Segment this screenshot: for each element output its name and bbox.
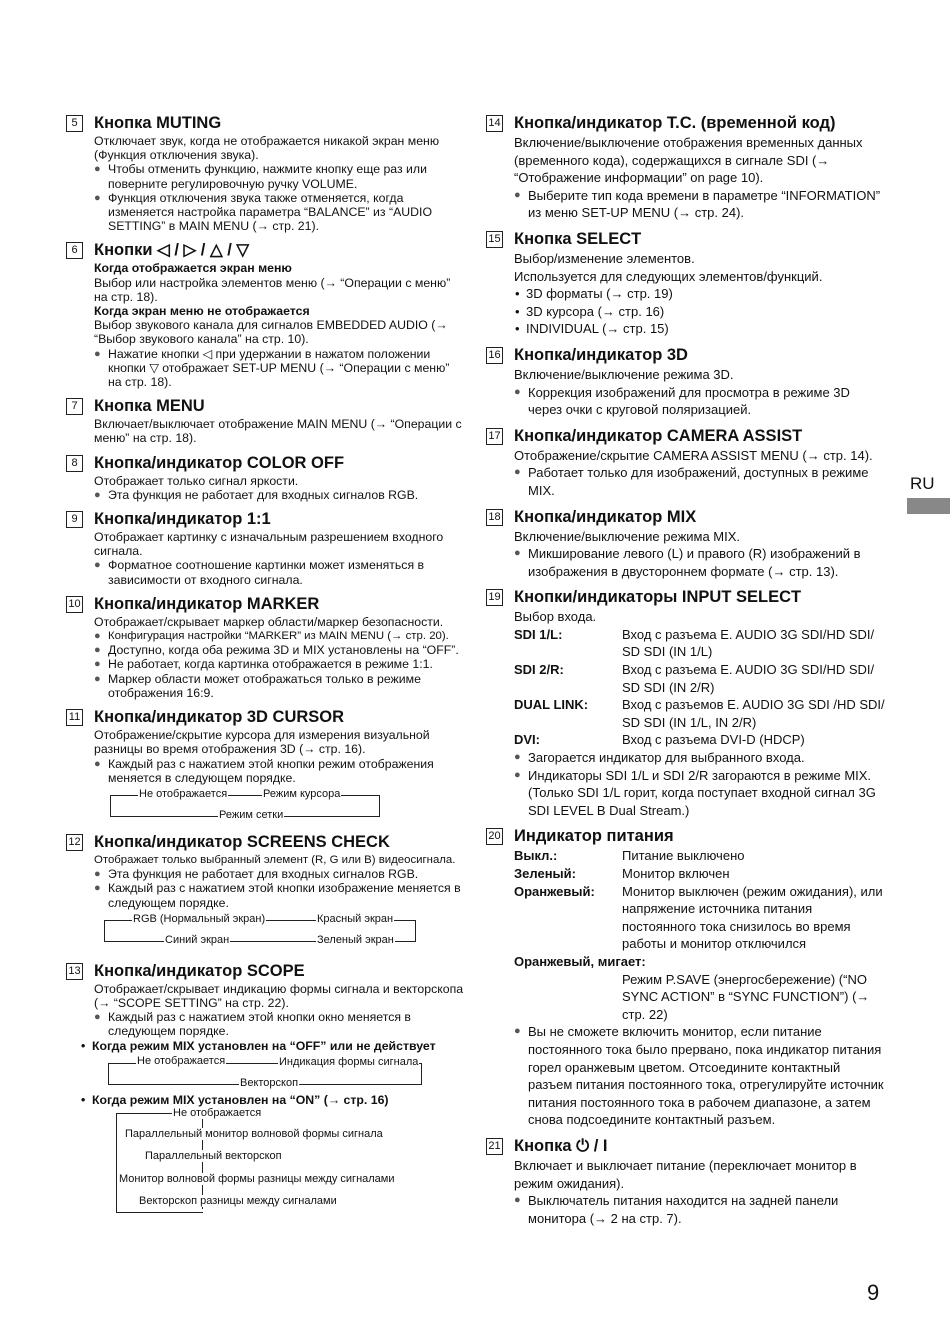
paragraph: Отображает только сигнал яркости.	[94, 473, 299, 488]
section-number: 13	[66, 963, 83, 980]
paragraph: Отображает картинку с изначальным разрешением входного сигнала.	[94, 530, 444, 559]
section-title: Кнопка/индикатор SCOPE	[94, 961, 305, 980]
paragraph: Включение/выключение режима MIX.	[514, 528, 741, 544]
paragraph: Отображает/скрывает маркер области/маркер безопасности.	[94, 614, 444, 629]
bullet: ● Каждый раз с нажатием этой кнопки изображение меняется в следующем порядке.	[94, 881, 466, 909]
list-item: • 3D курсора (→ стр. 16)	[514, 303, 886, 321]
bullet: ● Доступно, когда оба режима 3D и MIX установлены на “OFF”.	[94, 643, 466, 657]
description: Монитор включен	[622, 866, 730, 881]
section-number: 5	[66, 115, 83, 132]
paragraph: Используется для следующих элементов/функций.	[514, 268, 823, 284]
description: Вход с разъема E. AUDIO 3G SDI/HD SDI/ SD SDI (IN 2/R)	[622, 662, 875, 695]
bullet: ● Форматное соотношение картинки может изменяться в зависимости от входного сигнала.	[94, 558, 466, 586]
subheading: Когда отображается экран меню	[94, 261, 292, 276]
section-number: 17	[486, 428, 503, 445]
cycle-diagram	[94, 910, 466, 954]
paragraph: Отображает/скрывает индикацию формы сигнала и векторскопа (→ “SCOPE SETTING” на стр. 22).	[94, 981, 464, 1010]
section-17	[486, 425, 886, 500]
subheading: Когда экран меню не отображается	[94, 304, 310, 319]
section-21	[486, 1135, 886, 1227]
bullet: ● Не работает, когда картинка отображается в режиме 1:1.	[94, 657, 466, 671]
language-tab-label: RU	[910, 474, 935, 493]
list-item: • 3D форматы (→ стр. 19)	[514, 285, 886, 303]
section-11	[66, 706, 466, 825]
bullet: ● Конфигурация настройки “MARKER” из MAIN MENU (→ стр. 20).	[94, 629, 466, 643]
section-19	[486, 586, 886, 819]
diagram-label: Режим сетки	[219, 808, 284, 821]
paragraph: Выбор или настройка элементов меню (→ “Операции с меню” на стр. 18).	[94, 275, 451, 304]
bullet: ● Индикаторы SDI 1/L и SDI 2/R загораются в режиме MIX. (Только SDI 1/L горит, когда поступает входной сигнал 3G SDI LEVEL B Dual Stream.)	[514, 767, 886, 820]
bullet: ● Вы не сможете включить монитор, если питание постоянного тока было прервано, пока индикатор питания горел оранжевым цветом. Отсоедините контактный разъем питания постоянного тока, отрегулируйте источник питания постоянного тока в рабочем диапазоне, а затем снова подсоедините контактный разъем.	[514, 1023, 886, 1129]
diagram-label: Не отображается	[139, 787, 228, 800]
bullet: ● Микширование левого (L) и правого (R) изображений в изображения в двустороннем формате (→ стр. 13).	[514, 545, 886, 580]
description: Режим P.SAVE (энергосбережение) (“NO SYNC ACTION” в “SYNC FUNCTION”) (→ стр. 22)	[622, 971, 870, 1022]
description: Вход с разъема DVI-D (HDCP)	[622, 732, 805, 748]
section-title: Индикатор питания	[514, 827, 674, 846]
cycle-diagram	[94, 1053, 466, 1093]
section-title: Кнопка/индикатор CAMERA ASSIST	[514, 426, 803, 445]
diagram-label: Режим курсора	[263, 787, 341, 800]
diagram-label: Синий экран	[165, 933, 230, 946]
description: Вход с разъемов E. AUDIO 3G SDI /HD SDI/ SD SDI (IN 1/L, IN 2/R)	[622, 697, 885, 730]
cycle-diagram	[94, 785, 466, 825]
description: Монитор выключен (режим ожидания), или напряжение источника питания постоянного тока снизилось во время работы и монитор отключился	[622, 883, 883, 952]
list-item: • INDIVIDUAL (→ стр. 15)	[514, 320, 886, 338]
definition-row	[514, 731, 886, 749]
section-title: Кнопка/индикатор 3D	[514, 345, 688, 364]
term: DVI:	[514, 732, 540, 748]
bullet: ● Загорается индикатор для выбранного входа.	[514, 749, 886, 767]
section-title: Кнопки ◁ / ▷ / △ / ▽	[94, 241, 250, 260]
section-6	[66, 239, 466, 389]
section-title: Кнопка/индикатор 1:1	[94, 510, 271, 529]
definition-row	[514, 847, 886, 865]
bullet: ● Эта функция не работает для входных сигналов RGB.	[94, 488, 466, 502]
description: Вход с разъема E. AUDIO 3G SDI/HD SDI/ SD SDI (IN 1/L)	[622, 626, 875, 660]
paragraph: Отображение/скрытие курсора для измерения визуальной разницы во время отображения 3D (→ стр. 16).	[94, 728, 430, 757]
diagram-label: Векторскоп разницы между сигналами	[139, 1194, 337, 1207]
paragraph: Отключает звук, когда не отображается никакой экран меню (Функция отключения звука).	[94, 134, 440, 163]
bullet: ● Каждый раз с нажатием этой кнопки окно меняется в следующем порядке.	[94, 1010, 466, 1038]
section-number: 12	[66, 834, 83, 851]
definition-row	[514, 696, 886, 731]
definition-row	[514, 865, 886, 883]
diagram-label: Красный экран	[317, 912, 394, 925]
diagram-label: Монитор волновой формы разницы между сигналами	[119, 1172, 395, 1185]
section-title: Кнопка ⏻ / I	[514, 1136, 608, 1155]
section-title: Кнопка MUTING	[94, 114, 222, 132]
section-8	[66, 452, 466, 502]
subheading: • Когда режим MIX установлен на “ON” (→ стр. 16)	[80, 1093, 466, 1107]
diagram-label: Параллельный монитор волновой формы сигнала	[125, 1127, 383, 1140]
definition-row	[514, 883, 886, 953]
description: Питание выключено	[622, 848, 745, 864]
diagram-label: Параллельный векторскоп	[145, 1149, 282, 1162]
section-15	[486, 228, 886, 338]
section-16	[486, 344, 886, 419]
section-12	[66, 831, 466, 954]
section-number: 21	[486, 1138, 503, 1155]
bullet: ● Каждый раз с нажатием этой кнопки режим отображения меняется в следующем порядке.	[94, 757, 466, 785]
section-10	[66, 593, 466, 700]
paragraph: Отображает только выбранный элемент (R, G или B) видеосигнала.	[94, 853, 456, 866]
section-number: 8	[66, 455, 83, 472]
term: Зеленый:	[514, 866, 576, 881]
right-column	[486, 112, 886, 1233]
section-title: Кнопка SELECT	[514, 229, 642, 248]
section-number: 10	[66, 596, 83, 613]
section-title: Кнопка/индикатор SCREENS CHECK	[94, 832, 390, 851]
section-number: 20	[486, 828, 503, 845]
diagram-label: Не отображается	[173, 1106, 262, 1119]
section-5	[66, 112, 466, 233]
section-14	[486, 112, 886, 222]
diagram-label: Не отображается	[137, 1054, 226, 1067]
section-number: 18	[486, 509, 503, 526]
section-title: Кнопка/индикатор T.C. (временной код)	[514, 114, 836, 132]
page-number: 9	[867, 1280, 880, 1305]
diagram-label: RGB (Нормальный экран)	[133, 912, 266, 925]
section-number: 16	[486, 347, 503, 364]
term: SDI 2/R:	[514, 662, 564, 678]
paragraph: Отображение/скрытие CAMERA ASSIST MENU (→ стр. 14).	[514, 447, 873, 463]
bullet: ● Маркер области может отображаться только в режиме отображения 16:9.	[94, 672, 466, 700]
section-13	[66, 960, 466, 1219]
cycle-diagram	[94, 1107, 466, 1219]
section-7	[66, 395, 466, 445]
section-9	[66, 508, 466, 587]
bullet: ● Чтобы отменить функцию, нажмите кнопку еще раз или поверните регулировочную ручку VOLUME.	[94, 162, 466, 190]
section-number: 15	[486, 231, 503, 248]
section-title: Кнопка/индикатор MIX	[514, 507, 697, 526]
bullet: ● Эта функция не работает для входных сигналов RGB.	[94, 867, 466, 881]
definition-row	[514, 626, 886, 661]
term: DUAL LINK:	[514, 697, 589, 713]
section-number: 6	[66, 242, 83, 259]
paragraph: Выбор звукового канала для сигналов EMBEDDED AUDIO (→ “Выбор звукового канала” на стр. 10).	[94, 318, 448, 347]
diagram-label: Зеленый экран	[317, 933, 394, 946]
language-tab-bar	[907, 498, 950, 514]
subheading: • Когда режим MIX установлен на “OFF” или не действует	[80, 1039, 466, 1053]
term: SDI 1/L:	[514, 626, 563, 642]
section-title: Кнопка/индикатор COLOR OFF	[94, 453, 345, 472]
section-number: 14	[486, 115, 503, 132]
paragraph: Выбор/изменение элементов.	[514, 250, 695, 266]
section-number: 9	[66, 511, 83, 528]
diagram-label: Индикация формы сигнала	[279, 1055, 419, 1068]
section-number: 7	[66, 398, 83, 415]
bullet: ● Коррекция изображений для просмотра в режиме 3D через очки с круговой поляризацией.	[514, 384, 886, 419]
section-number: 19	[486, 589, 503, 606]
subheading: Оранжевый, мигает:	[514, 953, 646, 969]
paragraph: Включает и выключает питание (переключает монитор в режим ожидания).	[514, 1157, 857, 1191]
paragraph: Включает/выключает отображение MAIN MENU (→ “Операции с меню” на стр. 18).	[94, 417, 462, 446]
paragraph: Включение/выключение режима 3D.	[514, 366, 734, 382]
paragraph: Включение/выключение отображения временных данных (временного кода), содержащихся в сигнале SDI (→ “Отображение информации” on page 10).	[514, 135, 863, 186]
left-column	[66, 112, 466, 1225]
paragraph: Выбор входа.	[514, 609, 597, 625]
bullet: ● Выключатель питания находится на задней панели монитора (→ 2 на стр. 7).	[514, 1192, 886, 1227]
bullet: ● Работает только для изображений, доступных в режиме MIX.	[514, 464, 886, 499]
bullet: ● Нажатие кнопки ◁ при удержании в нажатом положении кнопки ▽ отображает SET-UP MENU (→ “Операции с меню” на стр. 18).	[94, 347, 466, 390]
definition-row	[514, 661, 886, 696]
diagram-label: Векторскоп	[240, 1076, 299, 1089]
bullet: ● Выберите тип кода времени в параметре “INFORMATION” из меню SET-UP MENU (→ стр. 24).	[514, 187, 886, 222]
section-20	[486, 825, 886, 1129]
section-title: Кнопки/индикаторы INPUT SELECT	[514, 588, 802, 607]
section-number: 11	[66, 709, 83, 726]
term: Оранжевый:	[514, 883, 595, 899]
bullet: ● Функция отключения звука также отменяется, когда изменяется настройка параметра “BALANCE” из “AUDIO SETTING” в MAIN MENU (→ стр. 21).	[94, 191, 466, 234]
section-title: Кнопка/индикатор 3D CURSOR	[94, 708, 345, 727]
term: Выкл.:	[514, 848, 558, 864]
section-18	[486, 506, 886, 581]
section-title: Кнопка/индикатор MARKER	[94, 594, 320, 613]
section-title: Кнопка MENU	[94, 397, 205, 416]
